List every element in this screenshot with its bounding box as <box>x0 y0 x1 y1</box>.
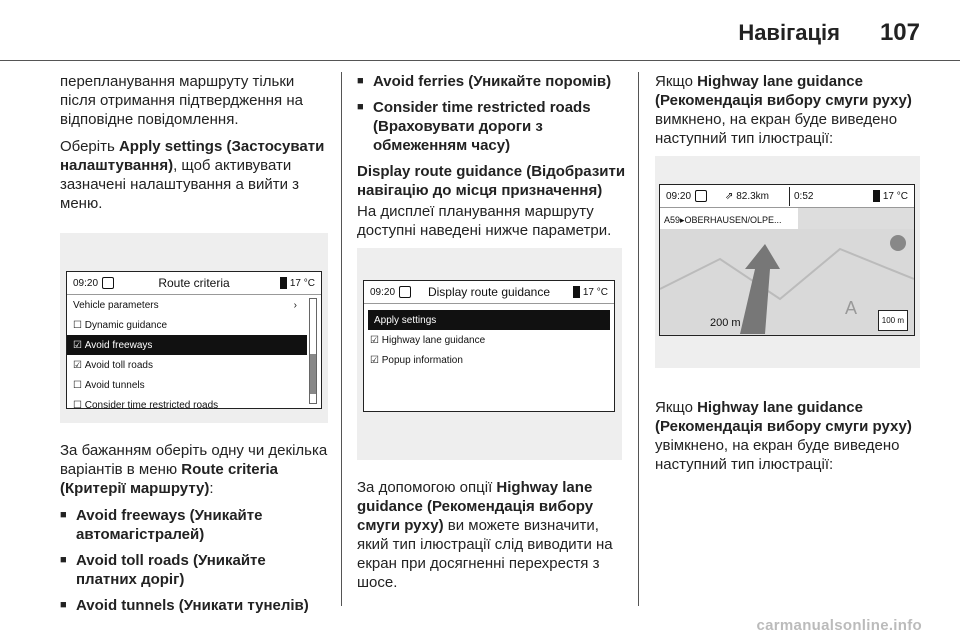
map-view <box>660 229 914 334</box>
column-2 <box>357 72 627 600</box>
checkbox-icon[interactable]: ☐ <box>73 319 82 331</box>
paragraph: перепланування маршруту тільки після отримання підтвердження на відповідне повідомлення. <box>60 73 303 128</box>
column-3 <box>655 72 923 482</box>
distance-to-turn: 200 m <box>710 317 741 329</box>
checkbox-icon[interactable]: ☑ <box>370 354 379 366</box>
column-divider <box>638 72 639 606</box>
paragraph: На дисплеї планування маршруту доступні наведені нижче параметри. <box>357 203 612 239</box>
display-guidance-screen <box>363 280 615 412</box>
list-item: ■ Avoid freeways (Уникайте автомагістралей) <box>60 506 328 544</box>
menu-item-popup-info[interactable]: ☑ Popup information <box>364 350 614 370</box>
menu-item-avoid-tunnels[interactable]: ☐ Avoid tunnels <box>67 375 321 395</box>
paragraph: Якщо Highway lane guidance (Рекомендація вибору смуги руху) увімкнено, на екран буде виведено наступний тип ілюстрації: <box>655 399 912 473</box>
status-bar: 09:20 Display route guidance 17 °C <box>364 281 614 304</box>
checkbox-icon[interactable]: ☐ <box>73 379 82 391</box>
menu-item-dynamic-guidance[interactable]: ☐ Dynamic guidance <box>67 315 321 335</box>
menu-item-avoid-freeways[interactable]: ☑ Avoid freeways <box>67 335 307 355</box>
paragraph: За бажанням оберіть одну чи декілька варіантів в меню Route criteria (Критерії маршруту): <box>60 442 328 497</box>
paragraph: За допомогою опції Highway lane guidance (Рекомендація вибору смуги руху) ви можете визначити, який тип ілюстрації слід виводити на екран при досягненні перехрестя з шосе. <box>357 479 613 591</box>
paragraph: Якщо Highway lane guidance (Рекомендація вибору смуги руху) вимкнено, на екран буде виведено наступний тип ілюстрації: <box>655 73 912 147</box>
list-item: ■ Consider time restricted roads (Враховувати дороги з обмеженням часу) <box>357 98 627 155</box>
list-item: ■ Avoid ferries (Уникайте поромів) <box>357 72 627 91</box>
apply-settings-item[interactable]: Apply settings <box>368 310 610 330</box>
menu-item-avoid-toll-roads[interactable]: ☑ Avoid toll roads <box>67 355 321 375</box>
road-sign: A59▸OBERHAUSEN/OLPE... <box>660 208 798 234</box>
clock-icon <box>695 190 707 202</box>
chevron-right-icon: › <box>293 299 297 311</box>
route-criteria-screen <box>66 271 322 409</box>
section-title: Навігація <box>738 20 840 45</box>
paragraph: Оберіть Apply settings (Застосувати налаштування), щоб активувати зазначені налаштування а вийти з меню. <box>60 138 325 212</box>
lane-guidance-off-illustration <box>655 156 920 368</box>
page-header <box>738 18 920 48</box>
list-item: ■ Avoid tunnels (Уникати тунелів) <box>60 596 328 615</box>
thermometer-icon <box>280 277 287 289</box>
route-criteria-illustration <box>60 233 328 423</box>
motorway-label: A <box>845 298 858 318</box>
list-item: ■ Avoid toll roads (Уникайте платних доріг) <box>60 551 328 589</box>
status-bar: 09:20 Route criteria 17 °C <box>67 272 321 295</box>
header-rule <box>0 60 960 61</box>
compass-icon <box>890 235 906 251</box>
checkbox-icon[interactable]: ☑ <box>73 359 82 371</box>
bullet-list <box>60 506 328 615</box>
scale-bar: 100 m <box>878 310 908 331</box>
menu-item-time-restricted[interactable]: ☐ Consider time restricted roads <box>67 395 321 415</box>
scrollbar[interactable] <box>309 298 317 404</box>
menu-item-highway-lane[interactable]: ☑ Highway lane guidance <box>364 330 614 350</box>
column-divider <box>341 72 342 606</box>
checkbox-icon[interactable]: ☑ <box>370 334 379 346</box>
map-screen <box>659 184 915 336</box>
thermometer-icon <box>573 286 580 298</box>
checkbox-icon[interactable]: ☐ <box>73 399 82 411</box>
subheading: Display route guidance (Відобразити навігацію до місця призначення) <box>357 163 626 199</box>
watermark: carmanualsonline.info <box>756 617 922 634</box>
distance-icon: ⇗ <box>725 190 734 202</box>
menu-item-vehicle-parameters[interactable]: Vehicle parameters › <box>67 295 321 315</box>
thermometer-icon <box>873 190 880 202</box>
page-number: 107 <box>879 19 920 46</box>
status-bar: 09:20 ⇗ 82.3km 0:52 17 °C <box>660 185 914 208</box>
column-1 <box>60 72 328 622</box>
display-guidance-illustration <box>357 248 622 460</box>
checkbox-icon[interactable]: ☑ <box>73 339 82 351</box>
bullet-list <box>357 72 627 155</box>
